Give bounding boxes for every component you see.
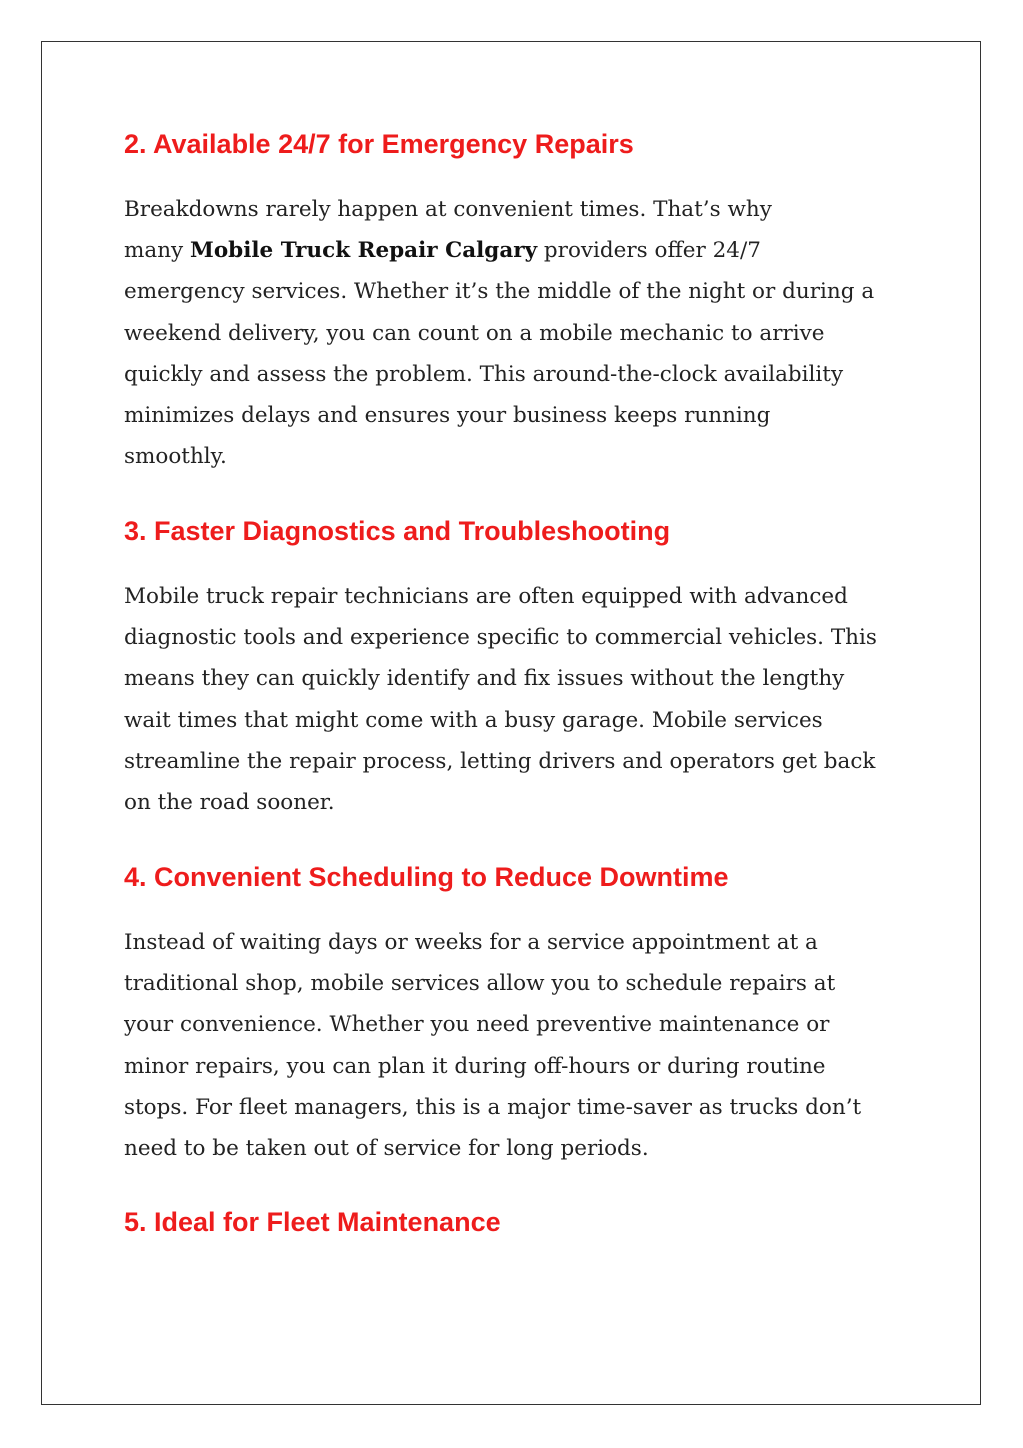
paragraph-line: quickly and assess the problem. This around-the-clock availability (124, 361, 844, 387)
paragraph-line: means they can quickly identify and fix issues without the lengthy (124, 666, 845, 692)
text-run: many (124, 238, 191, 264)
text-run: providers offer 24/7 (537, 238, 761, 264)
paragraph-line: Breakdowns rarely happen at convenient times. That’s why (124, 197, 772, 222)
paragraph-line: wait times that might come with a busy garage. Mobile services (124, 707, 823, 733)
paragraph-line: stops. For fleet managers, this is a major time-saver as trucks don’t (124, 1094, 862, 1120)
paragraph-line: your convenience. Whether you need preventive maintenance or (124, 1012, 830, 1038)
section-heading: 3. Faster Diagnostics and Troubleshooting (124, 516, 671, 546)
paragraph-line: minimizes delays and ensures your business keeps running (124, 403, 771, 429)
paragraph-line: emergency services. Whether it’s the middle of the night or during a (124, 279, 875, 305)
keyword-link-text: Mobile Truck Repair Calgary (190, 238, 538, 264)
paragraph-line: traditional shop, mobile services allow you to schedule repairs at (124, 971, 836, 997)
section-convenient-scheduling (124, 857, 914, 1169)
section-fleet-maintenance (124, 1202, 914, 1242)
paragraph-line: minor repairs, you can plan it during off-hours or during routine (124, 1053, 826, 1079)
paragraph-line: on the road sooner. (124, 790, 335, 816)
paragraph-line: Instead of waiting days or weeks for a service appointment at a (124, 930, 818, 955)
section-paragraph (124, 922, 914, 1169)
section-faster-diagnostics (124, 511, 914, 823)
paragraph-line: diagnostic tools and experience specific to commercial vehicles. This (124, 625, 877, 651)
paragraph-line: need to be taken out of service for long periods. (124, 1136, 649, 1162)
section-heading: 5. Ideal for Fleet Maintenance (124, 1207, 501, 1237)
section-emergency-repairs (124, 124, 914, 477)
paragraph-line: smoothly. (124, 444, 227, 470)
section-paragraph (124, 189, 914, 477)
paragraph-line: Mobile truck repair technicians are often equipped with advanced (124, 584, 848, 609)
paragraph-line: streamline the repair process, letting drivers and operators get back (124, 748, 876, 774)
section-paragraph (124, 576, 914, 823)
section-heading: 4. Convenient Scheduling to Reduce Downtime (124, 862, 729, 892)
section-heading: 2. Available 24/7 for Emergency Repairs (124, 129, 634, 159)
paragraph-line (124, 230, 914, 271)
paragraph-line: weekend delivery, you can count on a mobile mechanic to arrive (124, 320, 825, 346)
